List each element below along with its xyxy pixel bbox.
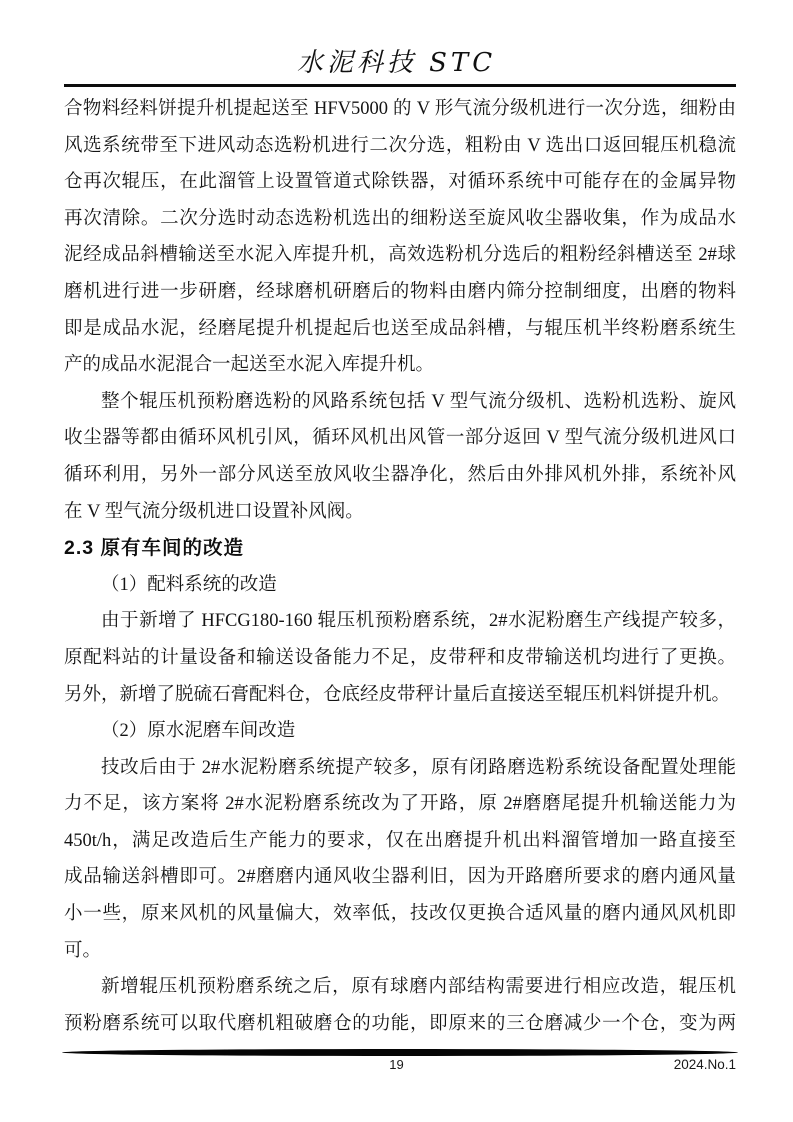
body-line: 可。 — [64, 940, 102, 961]
body-line: 收尘器等都由循环风机引风，循环风机出风管一部分返回 V 型气流分级机进风口 — [64, 428, 736, 449]
subsection-heading: （1）配料系统的改造 — [101, 574, 277, 595]
issue-label: 2024.No.1 — [673, 1057, 736, 1072]
body-line: 在 V 型气流分级机进口设置补风阀。 — [64, 501, 364, 522]
header-rule — [64, 84, 736, 87]
body-line: 即是成品水泥，经磨尾提升机提起后也送至成品斜槽，与辊压机半终粉磨系统生 — [64, 318, 736, 339]
section-heading: 2.3 原有车间的改造 — [64, 537, 245, 560]
body-line: 力不足，该方案将 2#水泥粉磨系统改为了开路，原 2#磨磨尾提升机输送能力为 — [64, 794, 736, 815]
body-line: 另外，新增了脱硫石膏配料仓，仓底经皮带秤计量后直接送至辊压机料饼提升机。 — [64, 684, 731, 705]
body-line: 循环利用，另外一部分风送至放风收尘器净化，然后由外排风机外排，系统补风 — [64, 464, 736, 485]
body-line: 技改后由于 2#水泥粉磨系统提产较多，原有闭路磨选粉系统设备配置处理能 — [101, 757, 736, 778]
page-number: 19 — [389, 1057, 404, 1072]
subsection-heading: （2）原水泥磨车间改造 — [101, 721, 296, 742]
article-body — [64, 91, 736, 1042]
body-line: 新增辊压机预粉磨系统之后，原有球磨内部结构需要进行相应改造，辊压机 — [101, 977, 736, 998]
body-line: 泥经成品斜槽输送至水泥入库提升机，高效选粉机分选后的粗粉经斜槽送至 2#球 — [64, 245, 736, 266]
body-line: 450t/h，满足改造后生产能力的要求，仅在出磨提升机出料溜管增加一路直接至 — [64, 830, 736, 851]
body-line: 仓再次辊压，在此溜管上设置管道式除铁器，对循环系统中可能存在的金属异物 — [64, 172, 736, 193]
body-line: 由于新增了 HFCG180-160 辊压机预粉磨系统，2#水泥粉磨生产线提产较多， — [101, 611, 736, 632]
body-line: 预粉磨系统可以取代磨机粗破磨仓的功能，即原来的三仓磨减少一个仓，变为两 — [64, 1013, 736, 1034]
body-line: 合物料经料饼提升机提起送至 HFV5000 的 V 形气流分级机进行一次分选，细粉由 — [64, 99, 736, 119]
body-line: 风选系统带至下进风动态选粉机进行二次分选，粗粉由 V 选出口返回辊压机稳流 — [64, 135, 736, 156]
body-line: 再次清除。二次分选时动态选粉机选出的细粉送至旋风收尘器收集，作为成品水 — [64, 208, 736, 229]
body-line: 产的成品水泥混合一起送至水泥入库提升机。 — [64, 355, 435, 376]
body-line: 原配料站的计量设备和输送设备能力不足，皮带秤和皮带输送机均进行了更换。 — [64, 647, 736, 668]
body-line: 成品输送斜槽即可。2#磨磨内通风收尘器利旧，因为开路磨所要求的磨内通风量 — [64, 867, 736, 888]
body-line: 整个辊压机预粉磨选粉的风路系统包括 V 型气流分级机、选粉机选粉、旋风 — [101, 391, 736, 412]
body-line: 小一些，原来风机的风量偏大，效率低，技改仅更换合适风量的磨内通风风机即 — [64, 904, 736, 925]
body-line: 磨机进行进一步研磨，经球磨机研磨后的物料由磨内筛分控制细度，出磨的物料 — [64, 281, 736, 302]
journal-title: 水泥科技 STC — [296, 48, 497, 78]
footer-rule — [62, 1049, 738, 1056]
